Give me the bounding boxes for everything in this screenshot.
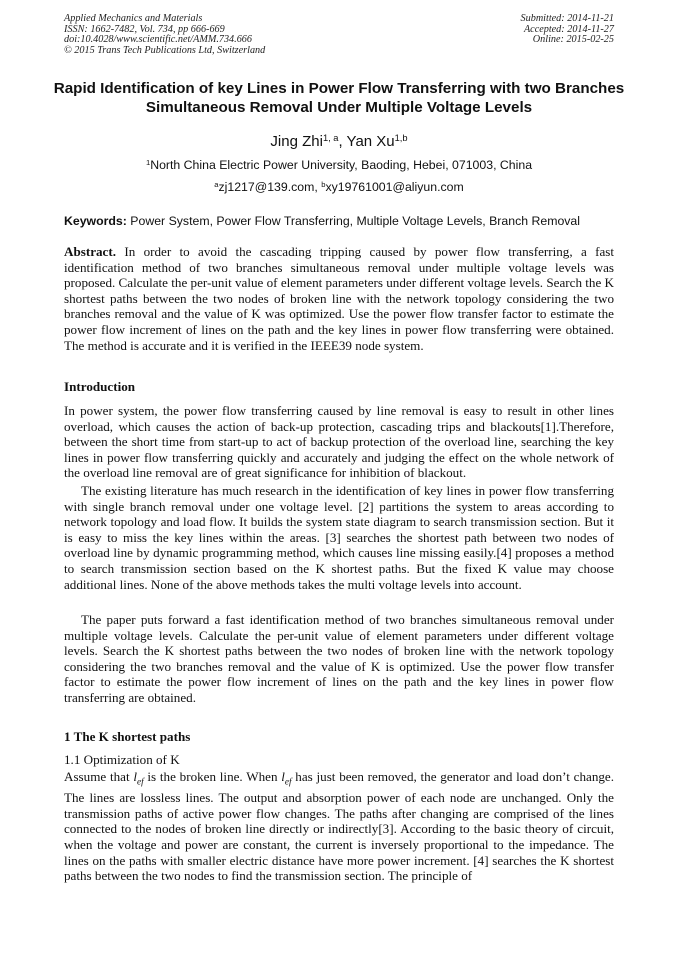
journal-name: Applied Mechanics and Materials — [64, 13, 203, 24]
section-1-text-a: Assume that — [64, 769, 134, 784]
email-b-mark: b — [321, 179, 326, 189]
variable-lef-2: $l_{ef}$ — [281, 769, 292, 787]
copyright-line: © 2015 Trans Tech Publications Ltd, Switzerland — [64, 44, 266, 56]
section-1-1-heading: 1.1 Optimization of K — [64, 752, 180, 767]
email-a: zj1217@139.com, — [218, 180, 322, 194]
paper-title: Rapid Identification of key Lines in Power Flow Transferring with two Branches Simultaneous Removal Under Multiple Voltage Levels — [53, 80, 625, 116]
section-1-paragraph — [64, 769, 614, 884]
abstract-label: Abstract. — [64, 244, 116, 259]
submitted-date: Submitted: 2014-11-21 — [520, 13, 614, 24]
affiliation-mark: 1 — [145, 157, 151, 167]
keywords — [64, 214, 624, 228]
author-1-affiliation-mark: 1, a — [322, 132, 339, 143]
author-emails — [0, 180, 678, 194]
online-date: Online: 2015-02-25 — [532, 34, 614, 46]
introduction-paragraph-3: The paper puts forward a fast identification method of two branches simultaneous removal under multiple voltage levels. Calculate the per-unit value of element parameters under different voltage levels. Search the K shortest paths between the two nodes of broken line with the network topology considering the two branches removal and the value of K is optimized. Use the power flow transfer factor to estimate the power flow increment of lines on the path and the key lines in power flow transferring are obtained. — [64, 612, 614, 705]
affiliation-text: North China Electric Power University, Baoding, Hebei, 071003, China — [150, 158, 533, 172]
email-b: xy19761001@aliyun.com — [325, 180, 464, 194]
author-separator: , — [338, 133, 347, 150]
introduction-paragraph-1: In power system, the power flow transferring caused by line removal is easy to result in other lines overload, which causes the action of back-up protection, cascading trips and blackouts[1].Therefore, between the short time from start-up to act of backup protection of the overload line, searching the key lines in power flow transferring quickly and accurately and judging the effect on the whole network of the overload line removal are of great significance for inhibition of blackout. — [64, 403, 614, 481]
accepted-date: Accepted: 2014-11-27 — [523, 23, 614, 35]
keywords-label: Keywords: — [64, 214, 127, 228]
email-a-mark: a — [214, 179, 219, 189]
abstract-text: In order to avoid the cascading tripping caused by power flow transferring, a fast identification method of two branches simultaneous removal under multiple voltage levels was proposed. Calculate the per-unit value of element parameters under different voltage levels. Search the K shortest paths between the two nodes of broken line with the network topology considering the two branches removal and the value of K was optimized. Use the power flow transfer factor to estimate the power flow increment of lines on the path and the key lines in power flow transferring were obtained. The method is accurate and it is verified in the IEEE39 node system. — [64, 244, 614, 353]
issn-line: ISSN: 1662-7482, Vol. 734, pp 666-669 — [64, 23, 225, 35]
author-1: Jing Zhi — [270, 133, 323, 150]
section-1-text-c: has just been removed, the generator and load don’t change. The lines are lossless lines. The output and absorption power of each node are unchanged. Only the transmission paths of active power flow changes. The paths after changing are comprised of the lines connected to the nodes of broken line directly or indirectly[3]. According to the basic theory of circuit, when the voltage and power are constant, the current is inversely proportional to the impedance. The lines on the paths with smaller electric distance have more power increment. [4] searches the K shortest paths between the two nodes to find the transmission section. The principle of — [64, 769, 614, 884]
introduction-paragraph-2: The existing literature has much research in the identification of key lines in power flow transferring with single branch removal under one voltage level. [2] partitions the system to areas according to network topology and load flow. It builds the system state diagram to search transmission section. But it is easy to miss the key lines within the areas. [3] searches the shortest path between two nodes of overload line by dynamic programming method, which causes line missing easily.[4] proposes a method to search transmission section based on the K shortest paths. But the fixed K value may choose additional lines. None of the above methods takes the multi voltage levels into account. — [64, 483, 614, 592]
variable-lef: $l_{ef}$ — [133, 769, 144, 787]
journal-header-left — [64, 14, 265, 56]
author-line — [0, 133, 678, 150]
affiliation — [0, 158, 678, 172]
author-2: Yan Xu — [346, 133, 395, 150]
introduction-heading: Introduction — [64, 379, 136, 394]
abstract — [64, 244, 614, 353]
doi-line: doi:10.4028/www.scientific.net/AMM.734.666 — [64, 34, 252, 46]
author-2-affiliation-mark: 1,b — [394, 132, 408, 143]
journal-header-right — [521, 14, 614, 46]
section-1-heading: 1 The K shortest paths — [64, 729, 191, 744]
keywords-text: Power System, Power Flow Transferring, Multiple Voltage Levels, Branch Removal — [130, 214, 581, 228]
section-1-text-b: is the broken line. When — [143, 769, 282, 784]
